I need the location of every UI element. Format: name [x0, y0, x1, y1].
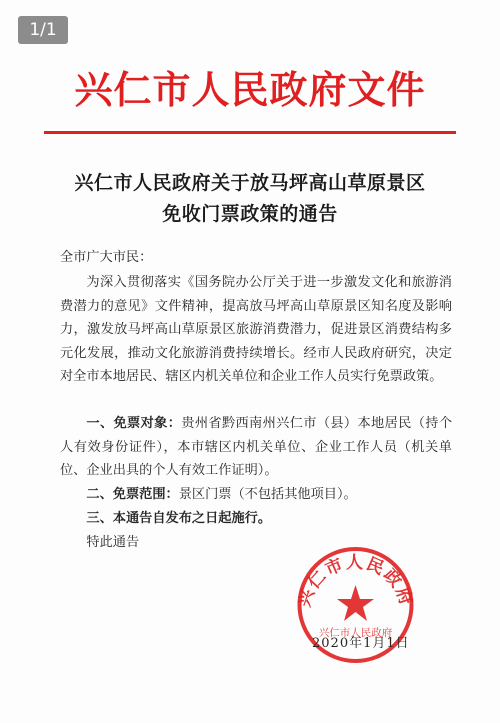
closing-text: 特此通告 — [86, 535, 140, 550]
item1-label: 一、免票对象： — [86, 416, 182, 431]
seal-arc-text: 兴仁市人民政府 — [294, 552, 417, 610]
seal-bottom-text: 兴仁市人民政府 — [318, 627, 393, 639]
item2-label: 二、免票范围： — [86, 487, 179, 502]
page-indicator-badge[interactable]: 1/1 — [18, 16, 68, 44]
issue-date: 2020年1月1日 — [312, 636, 410, 651]
document-masthead: 兴仁市人民政府文件 — [74, 68, 426, 112]
seal-star — [337, 585, 374, 621]
paragraph-item3: 三、本通告自发布之日起施行。 — [86, 511, 272, 526]
item1-text: 贵州省黔西南州兴仁市（县）本地居民（持个人有效身份证件），本市辖区内机关单位、企业工作人员（机关单位、企业出具的个人有效工作证明）。 — [60, 416, 453, 478]
masthead-red-rule — [44, 131, 456, 134]
paragraph-intro: 为深入贯彻落实《国务院办公厅关于进一步激发文化和旅游消费潜力的意见》文件精神，提高放马坪高山草原景区知名度及影响力，激发放马坪高山草原景区旅游消费潜力，促进景区消费结构多元化发展，推动文化旅游消费持续增长。经市人民政府研究，决定对全市本地居民、辖区内机关单位和企业工作人员实行免票政策。 — [60, 275, 452, 384]
notice-title-line2: 免收门票政策的通告 — [162, 203, 338, 225]
paragraph-item2 — [60, 483, 452, 507]
salutation: 全市广大市民： — [60, 250, 153, 265]
notice-title-line1: 兴仁市人民政府关于放马坪高山草原景区 — [74, 172, 426, 194]
item2-text: 景区门票（不包括其他项目）。 — [178, 487, 357, 502]
paragraph-item1 — [60, 412, 452, 483]
